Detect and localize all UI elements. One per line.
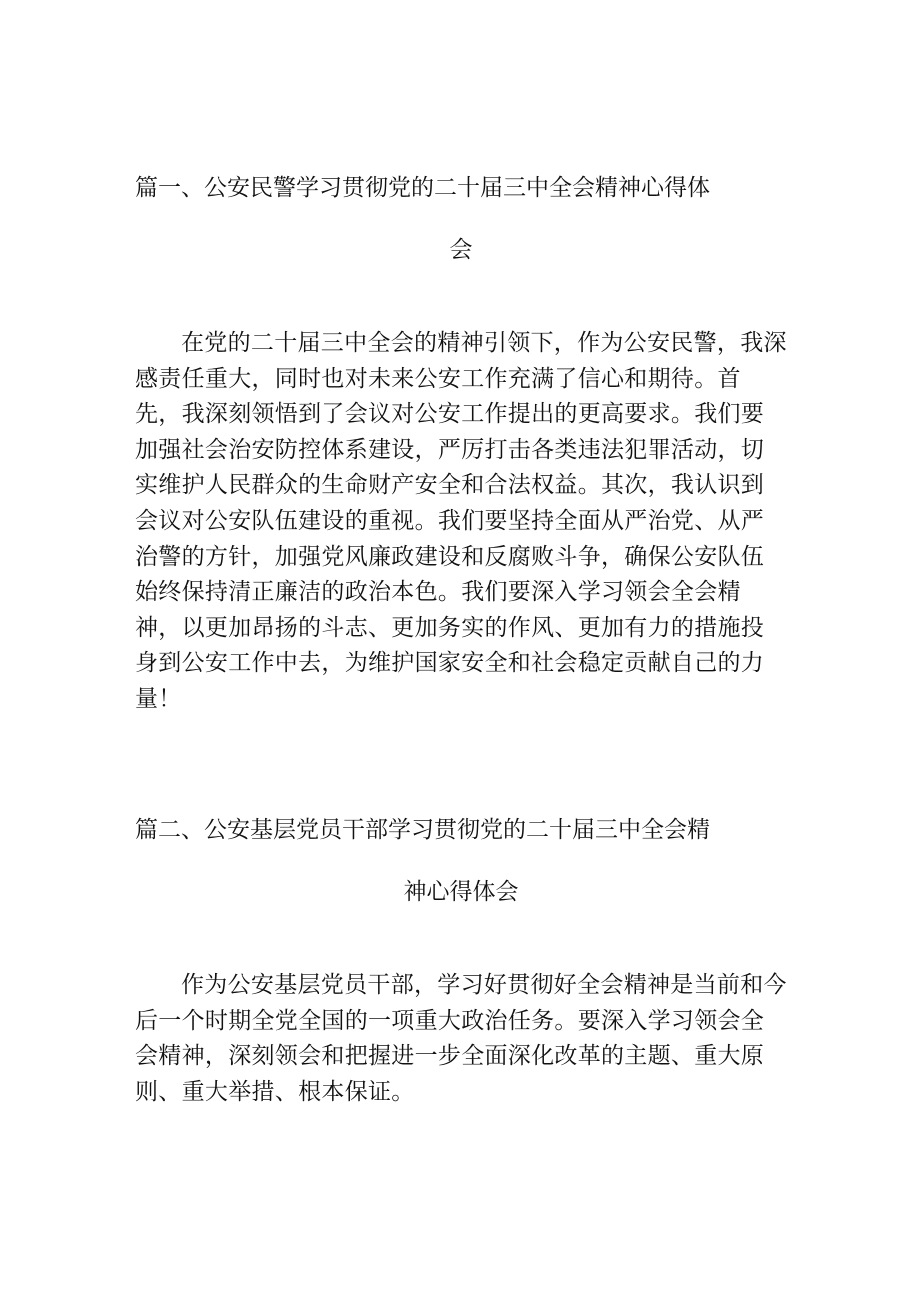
section-1-title-line-1: 篇一、公安民警学习贯彻党的二十届三中全会精神心得体 [135, 175, 710, 201]
section-1-title-line-2: 会 [449, 237, 473, 263]
section-2-heading [135, 814, 787, 908]
section-1-paragraph: 在党的二十届三中全会的精神引领下，作为公安民警，我深感责任重大，同时也对未来公安工作充满了信心和期待。首先，我深刻领悟到了会议对公安工作提出的更高要求。我们要加强社会治安防控体系建设，严厉打击各类违法犯罪活动，切实维护人民群众的生命财产安全和合法权益。其次，我认识到会议对公安队伍建设的重视。我们要坚持全面从严治党、从严治警的方针，加强党风廉政建设和反腐败斗争，确保公安队伍始终保持清正廉洁的政治本色。我们要深入学习领会全会精神，以更加昂扬的斗志、更加务实的作风、更加有力的措施投身到公安工作中去，为维护国家安全和社会稳定贡献自己的力量！ [135, 330, 787, 712]
section-2-title-line-1: 篇二、公安基层党员干部学习贯彻党的二十届三中全会精 [135, 817, 710, 843]
section-1-heading [135, 172, 787, 266]
section-2-title-line-2: 神心得体会 [403, 879, 519, 905]
section-2-paragraph: 作为公安基层党员干部，学习好贯彻好全会精神是当前和今后一个时期全党全国的一项重大政治任务。要深入学习领会全会精神，深刻领会和把握进一步全面深化改革的主题、重大原则、重大举措、根本保证。 [135, 972, 787, 1105]
